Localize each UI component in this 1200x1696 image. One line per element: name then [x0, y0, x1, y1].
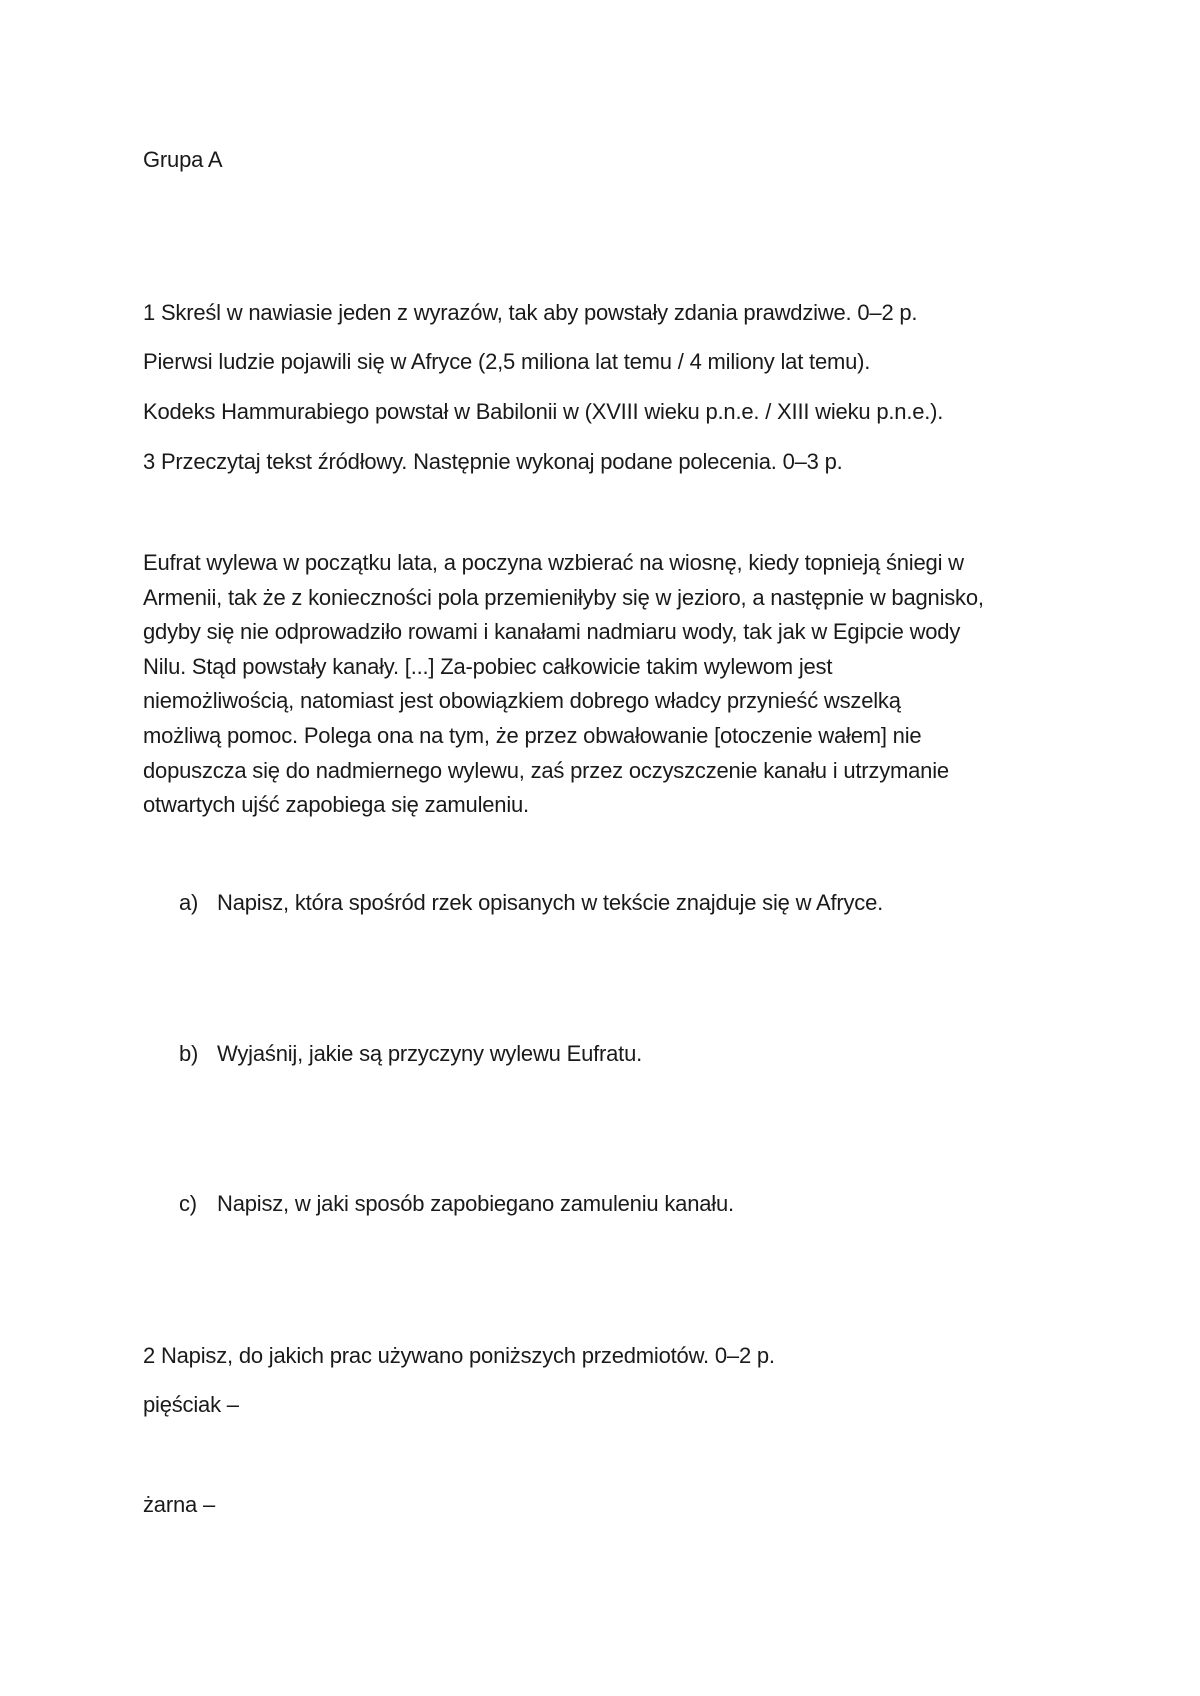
task3-instruction: 3 Przeczytaj tekst źródłowy. Następnie wykonaj podane polecenia. 0–3 p.: [143, 449, 843, 474]
source-text-line: możliwą pomoc. Polega ona na tym, że przez obwałowanie [otoczenie wałem] nie: [143, 722, 922, 748]
question-a-letter: a): [179, 890, 199, 915]
question-b: [179, 1039, 1079, 1069]
question-a: [179, 888, 1079, 918]
source-text-line: dopuszcza się do nadmiernego wylewu, zaś przez oczyszczenie kanału i utrzymanie: [143, 757, 949, 783]
question-c-text: Napisz, w jaki sposób zapobiegano zamuleniu kanału.: [217, 1191, 734, 1216]
task1-instruction: 1 Skreśl w nawiasie jeden z wyrazów, tak aby powstały zdania prawdziwe. 0–2 p.: [143, 300, 918, 325]
question-b-letter: b): [179, 1041, 199, 1066]
source-text-line: Nilu. Stąd powstały kanały. [...] Za-pobiec całkowicie takim wylewom jest: [143, 653, 833, 679]
task1-sentence-2: Kodeks Hammurabiego powstał w Babilonii w (XVIII wieku p.n.e. / XIII wieku p.n.e.).: [143, 399, 944, 424]
group-label: Grupa A: [143, 147, 223, 172]
task2-instruction: 2 Napisz, do jakich prac używano poniższych przedmiotów. 0–2 p.: [143, 1343, 775, 1368]
source-text-line: Eufrat wylewa w początku lata, a poczyna wzbierać na wiosnę, kiedy topnieją śniegi w: [143, 550, 964, 575]
question-c-letter: c): [179, 1191, 197, 1216]
task2-item-zarna: żarna –: [143, 1492, 215, 1517]
source-text-line: otwartych ujść zapobiega się zamuleniu.: [143, 792, 529, 818]
source-text: [143, 546, 1083, 823]
question-a-text: Napisz, która spośród rzek opisanych w tekście znajduje się w Afryce.: [217, 890, 884, 915]
source-text-line: Armenii, tak że z konieczności pola przemieniłyby się w jezioro, a następnie w bagnisko,: [143, 584, 984, 610]
question-b-text: Wyjaśnij, jakie są przyczyny wylewu Eufratu.: [217, 1041, 643, 1066]
task1-sentence-1: Pierwsi ludzie pojawili się w Afryce (2,5 miliona lat temu / 4 miliony lat temu).: [143, 349, 871, 374]
task2-item-piesciak: pięściak –: [143, 1392, 239, 1417]
source-text-line: gdyby się nie odprowadziło rowami i kanałami nadmiaru wody, tak jak w Egipcie wody: [143, 619, 961, 645]
source-text-line: niemożliwością, natomiast jest obowiązkiem dobrego władcy przynieść wszelką: [143, 688, 901, 714]
question-c: [179, 1189, 1079, 1219]
